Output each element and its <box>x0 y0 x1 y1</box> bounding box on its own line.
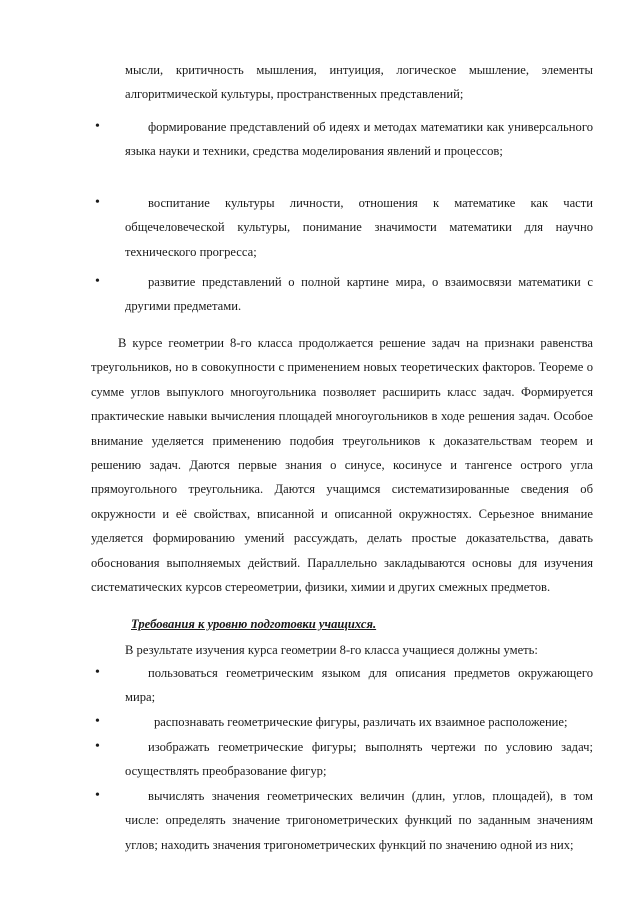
bullet-marker: • <box>95 195 100 210</box>
bullet-marker: • <box>95 119 100 134</box>
requirement-item: распознавать геометрические фигуры, различать их взаимное расположение; <box>154 715 568 729</box>
bullet-marker: • <box>95 739 100 754</box>
continuation-text: мысли, критичность мышления, интуиция, логическое мышление, элементы алгоритмической культуры, пространственных представлений; <box>125 63 593 102</box>
goal-item: воспитание культуры личности, отношения к математике как части общечеловеческой культуры, понимание значимости математики для научно технического прогресса; <box>125 196 593 259</box>
bullet-marker: • <box>95 788 100 803</box>
goal-item: развитие представлений о полной картине мира, о взаимосвязи математики с другими предметами. <box>125 275 593 314</box>
requirement-item: вычислять значения геометрических величин (длин, углов, площадей), в том числе: определять значение тригонометрических функций по заданным значениям углов; находить значения тригонометрических функций по значению одной из них; <box>125 789 593 852</box>
requirement-item: пользоваться геометрическим языком для описания предметов окружающего мира; <box>125 666 593 705</box>
bullet-marker: • <box>95 274 100 289</box>
course-description-paragraph: В курсе геометрии 8-го класса продолжается решение задач на признаки равенства треугольников, но в совокупности с применением новых теоретических факторов. Теореме о сумме углов выпуклого многоугольника позволяет расширить класс задач. Формируется практические навыки вычисления площадей многоугольников в ходе решения задач. Особое внимание уделяется применению подобия треугольников к доказательствам теорем и решению задач. Даются первые знания о синусе, косинусе и тангенсе острого угла прямоугольного треугольника. Даются учащимся систематизированные сведения об окружности и её свойствах, вписанной и описанной окружностях. Серьезное внимание уделяется формированию умений рассуждать, делать простые доказательства, давать обоснования выполняемых действий. Параллельно закладываются основы для изучения систематических курсов стереометрии, физики, химии и других смежных предметов. <box>91 336 593 595</box>
requirement-item: изображать геометрические фигуры; выполнять чертежи по условию задач; осуществлять преобразование фигур; <box>125 740 593 779</box>
goal-item: формирование представлений об идеях и методах математики как универсального языка науки и техники, средства моделирования явлений и процессов; <box>125 120 593 159</box>
bullet-marker: • <box>95 714 100 729</box>
requirements-intro: В результате изучения курса геометрии 8-го класса учащиеся должны уметь: <box>125 643 538 657</box>
bullet-marker: • <box>95 665 100 680</box>
requirements-heading: Требования к уровню подготовки учащихся. <box>131 617 377 631</box>
